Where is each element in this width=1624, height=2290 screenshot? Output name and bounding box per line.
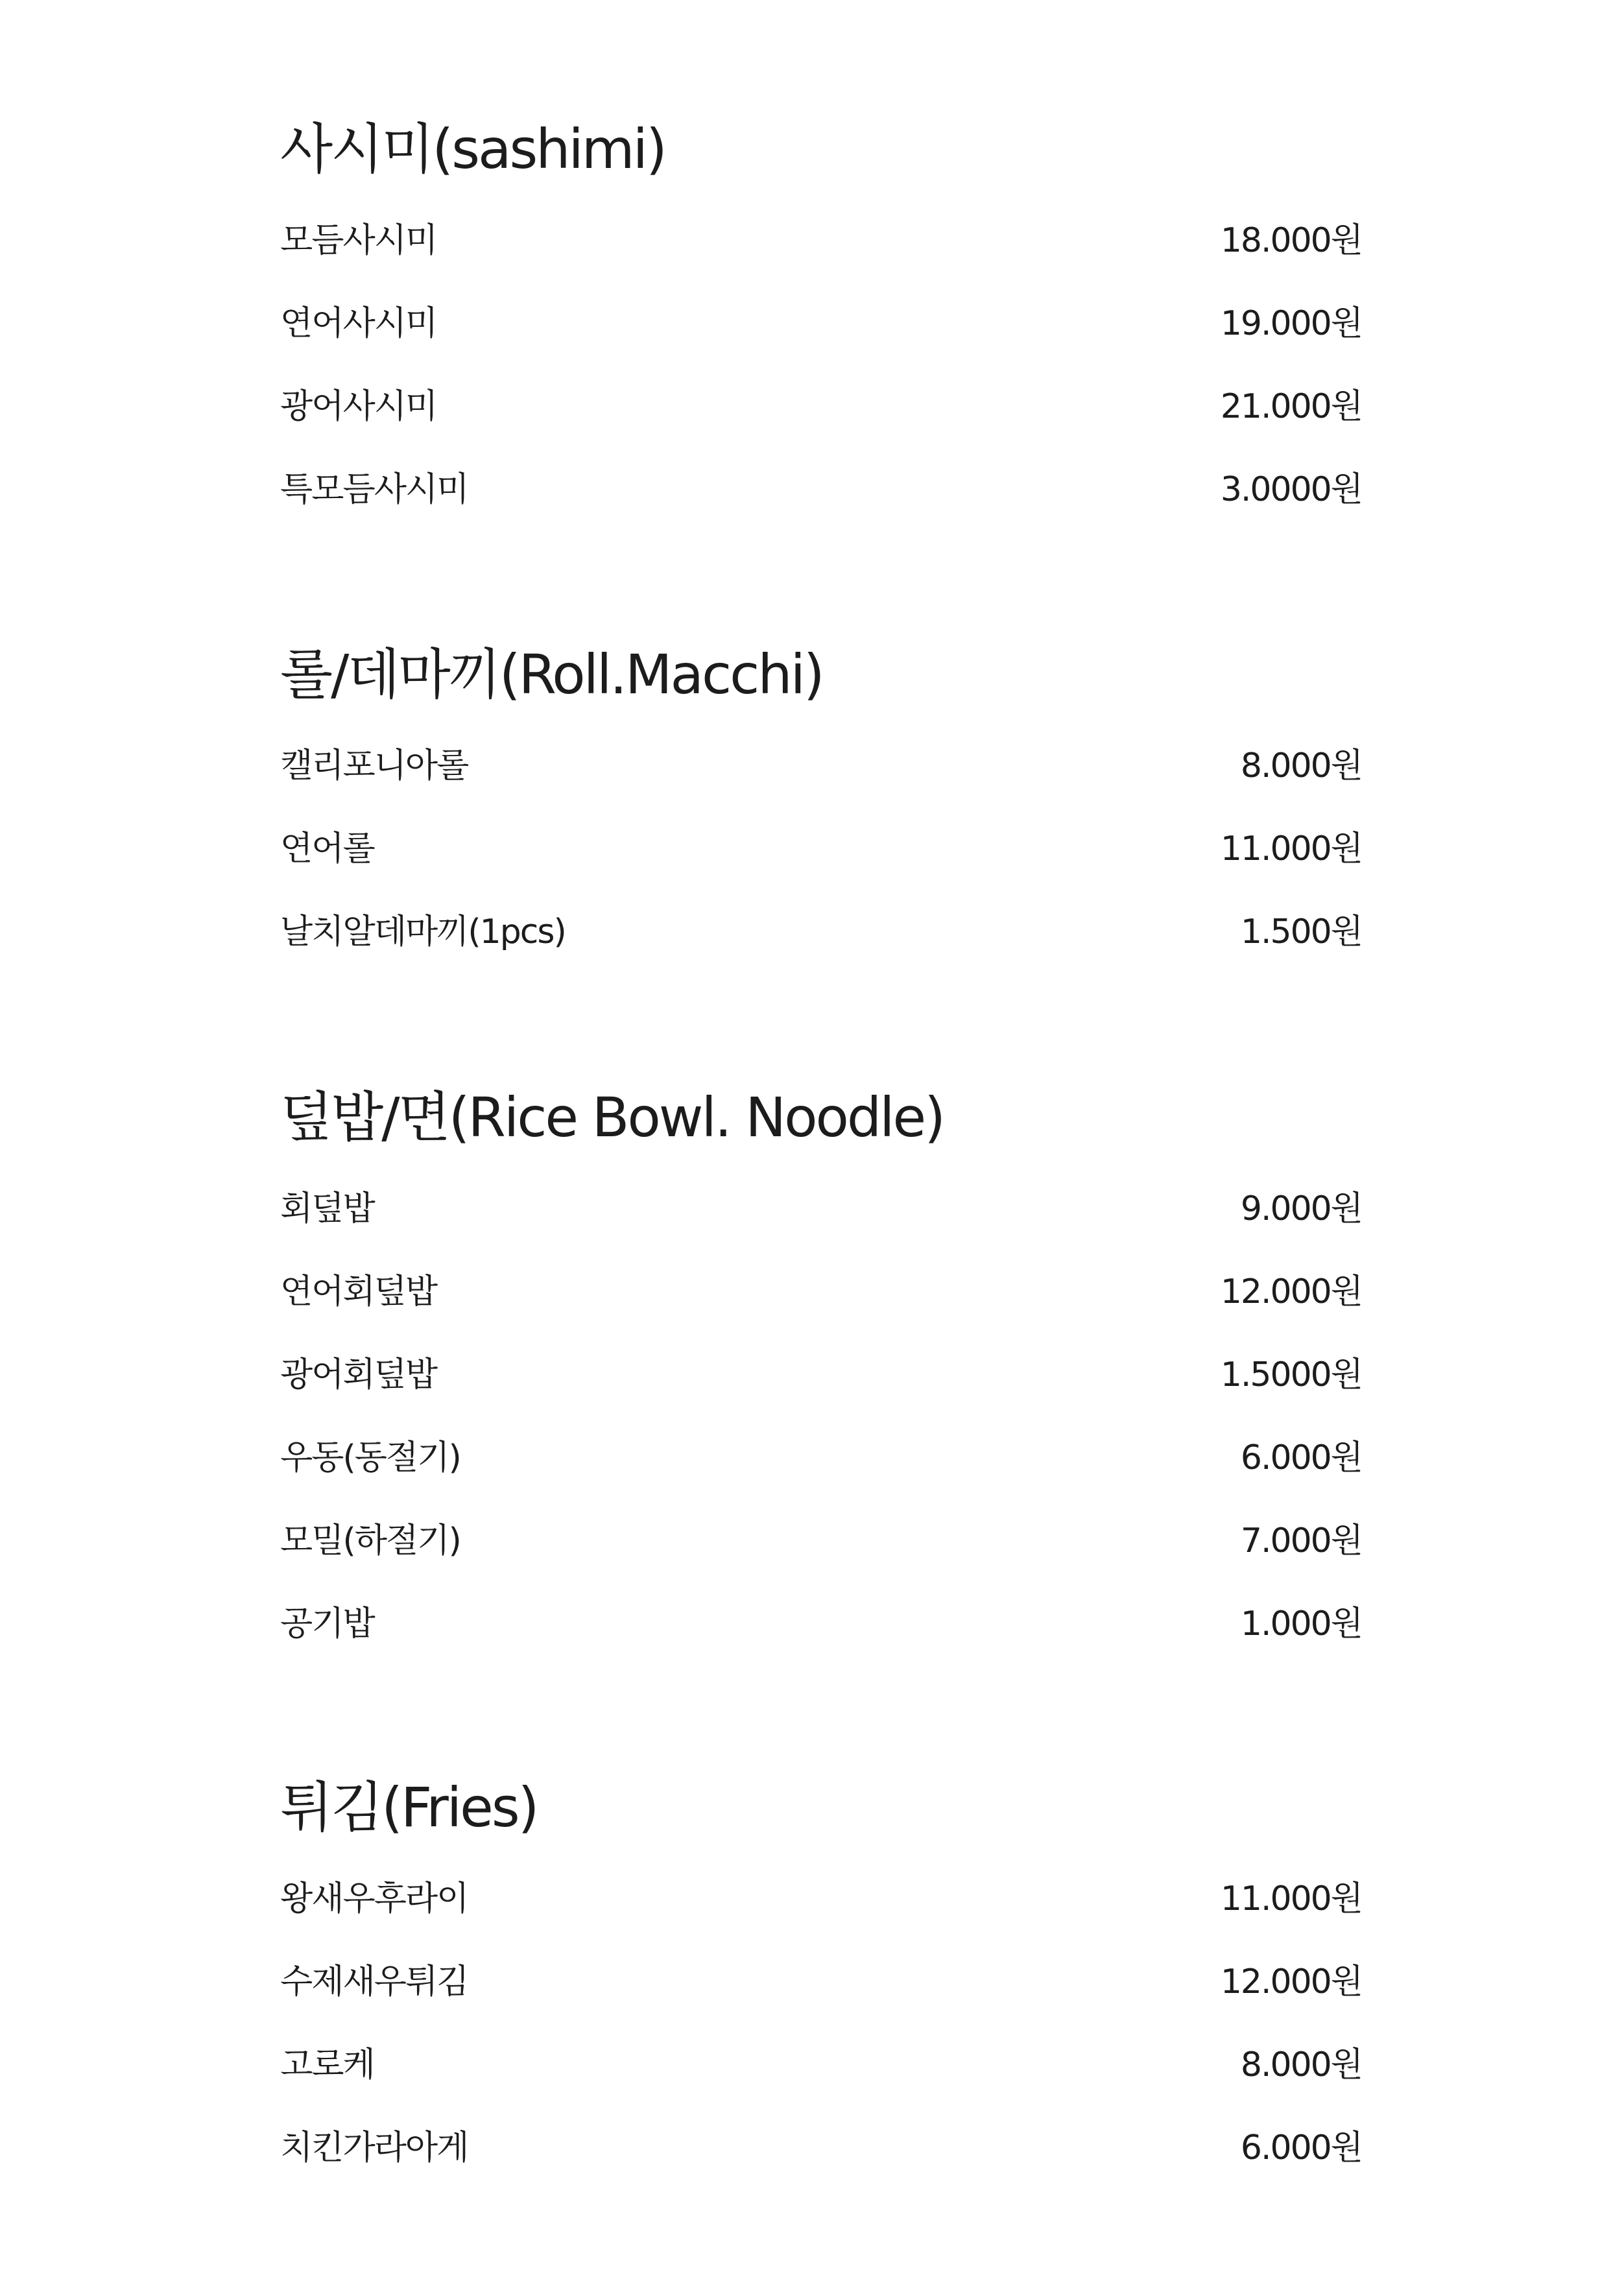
menu-item bbox=[280, 826, 1362, 872]
section-title: 덮밥/면(Rice Bowl. Noodle) bbox=[280, 1086, 944, 1149]
item-name: 캘리포니아롤 bbox=[280, 746, 468, 785]
menu-item bbox=[280, 909, 1362, 955]
item-price: 12.000원 bbox=[1220, 1962, 1362, 2001]
item-price: 6.000원 bbox=[1240, 1438, 1362, 1477]
item-price: 12.000원 bbox=[1220, 1272, 1362, 1311]
item-name: 연어롤 bbox=[280, 829, 374, 868]
menu-item bbox=[280, 1959, 1362, 2005]
item-price: 1.5000원 bbox=[1220, 1355, 1362, 1394]
menu-item bbox=[280, 1352, 1362, 1398]
menu-item bbox=[280, 1601, 1362, 1647]
item-name: 회덮밥 bbox=[280, 1189, 374, 1228]
menu-item bbox=[280, 2042, 1362, 2088]
section-title: 사시미(sashimi) bbox=[280, 117, 665, 181]
item-price: 9.000원 bbox=[1240, 1189, 1362, 1228]
item-name: 우동(동절기) bbox=[280, 1438, 460, 1477]
item-price: 8.000원 bbox=[1240, 746, 1362, 785]
menu-item bbox=[280, 383, 1362, 430]
menu-item bbox=[280, 1186, 1362, 1232]
item-price: 18.000원 bbox=[1220, 221, 1362, 260]
menu-item bbox=[280, 2125, 1362, 2171]
menu-item bbox=[280, 466, 1362, 513]
item-name: 연어사시미 bbox=[280, 304, 437, 343]
item-name: 모듬사시미 bbox=[280, 221, 437, 260]
item-price: 1.500원 bbox=[1240, 912, 1362, 951]
item-name: 수제새우튀김 bbox=[280, 1962, 468, 2001]
item-price: 6.000원 bbox=[1240, 2129, 1362, 2167]
item-price: 11.000원 bbox=[1220, 1879, 1362, 1918]
item-name: 광어회덮밥 bbox=[280, 1355, 437, 1394]
item-name: 날치알데마끼(1pcs) bbox=[280, 912, 566, 951]
menu-item bbox=[280, 1435, 1362, 1481]
item-price: 3.0000원 bbox=[1220, 470, 1362, 509]
section-title: 롤/데마끼(Roll.Macchi) bbox=[280, 643, 823, 706]
menu-item bbox=[280, 743, 1362, 789]
item-price: 21.000원 bbox=[1220, 387, 1362, 426]
menu-item bbox=[280, 1518, 1362, 1564]
item-price: 8.000원 bbox=[1240, 2045, 1362, 2084]
item-name: 광어사시미 bbox=[280, 387, 437, 426]
item-name: 특모듬사시미 bbox=[280, 470, 468, 509]
section-title: 튀김(Fries) bbox=[280, 1776, 538, 1839]
item-name: 고로케 bbox=[280, 2045, 374, 2084]
menu-item bbox=[280, 1269, 1362, 1315]
menu-item bbox=[280, 1876, 1362, 1922]
item-price: 19.000원 bbox=[1220, 304, 1362, 343]
item-price: 1.000원 bbox=[1240, 1604, 1362, 1643]
item-name: 공기밥 bbox=[280, 1604, 374, 1643]
item-name: 치킨가라아게 bbox=[280, 2129, 468, 2167]
item-name: 연어회덮밥 bbox=[280, 1272, 437, 1311]
item-name: 왕새우후라이 bbox=[280, 1879, 468, 1918]
item-name: 모밀(하절기) bbox=[280, 1521, 460, 1560]
item-price: 11.000원 bbox=[1220, 829, 1362, 868]
menu-item bbox=[280, 300, 1362, 347]
menu-item bbox=[280, 217, 1362, 264]
item-price: 7.000원 bbox=[1240, 1521, 1362, 1560]
